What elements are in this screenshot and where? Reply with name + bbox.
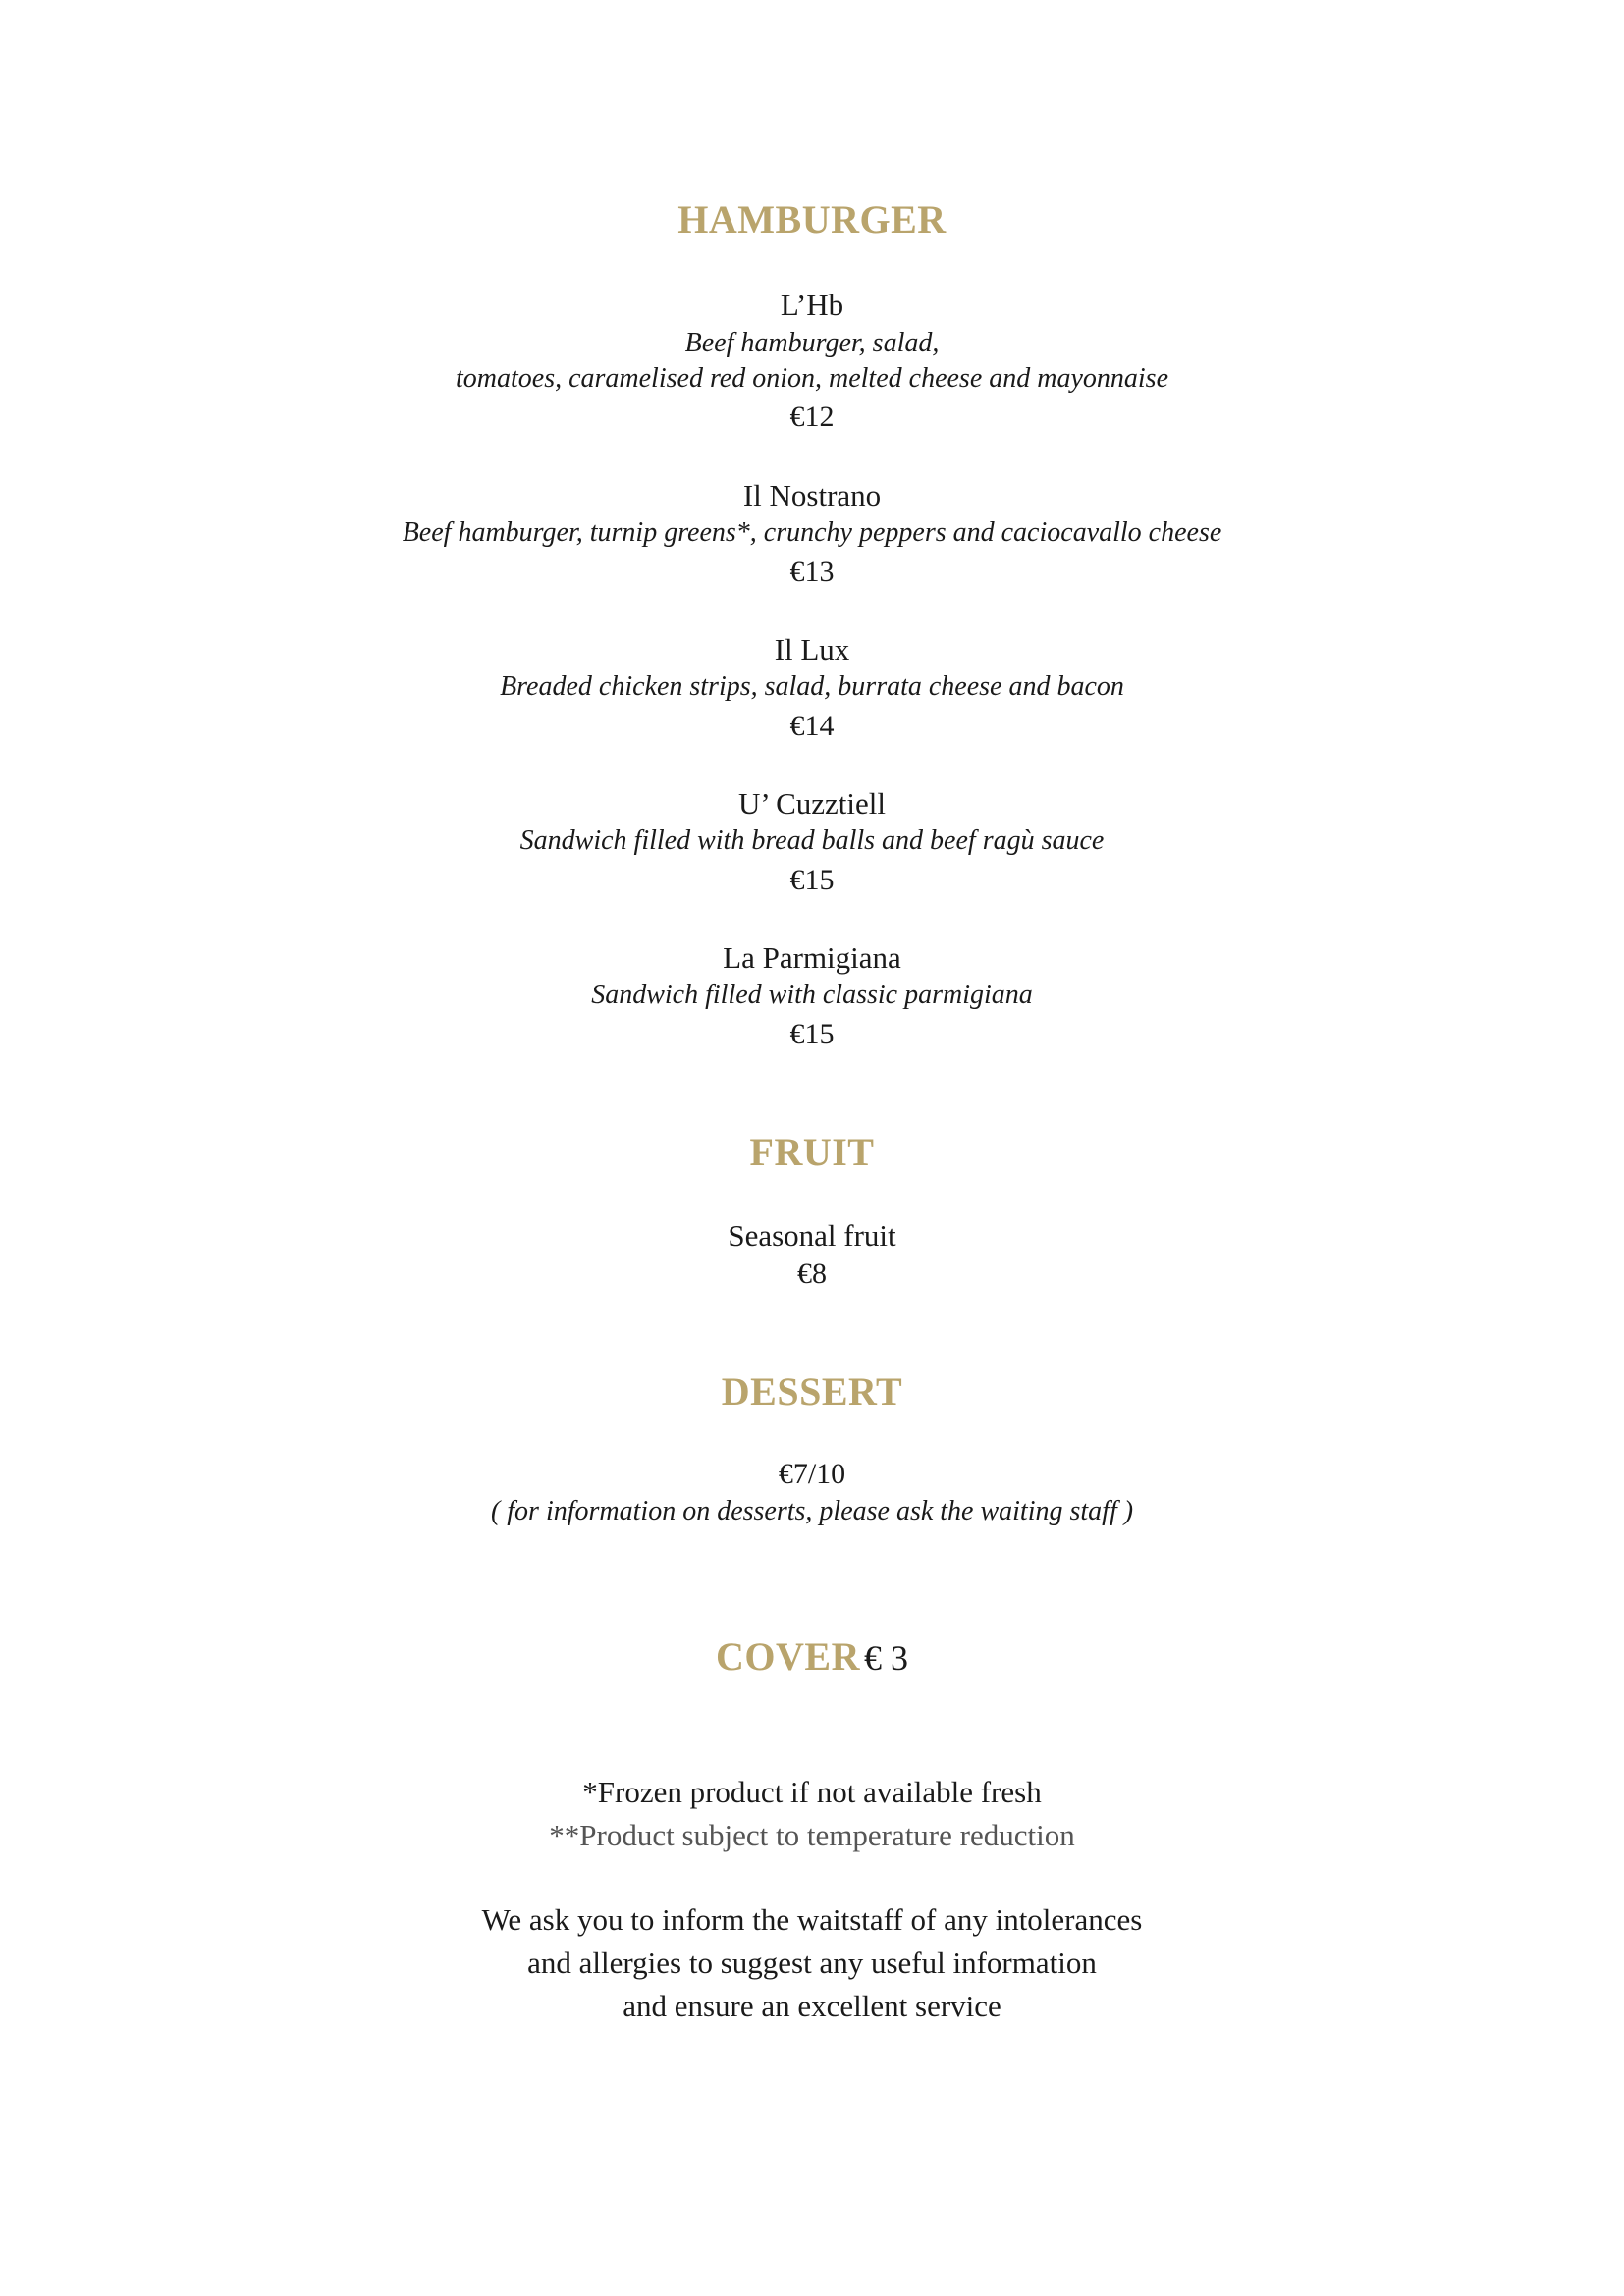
menu-item-price: €14 <box>789 710 835 742</box>
menu-item-price: €13 <box>789 556 835 588</box>
allergy-notice-line: We ask you to inform the waitstaff of any intolerances <box>481 1902 1143 1937</box>
section-title-fruit: FRUIT <box>749 1130 875 1174</box>
menu-item-price: €8 <box>797 1257 827 1290</box>
menu-item-name: La Parmigiana <box>723 940 901 975</box>
dessert-note: ( for information on desserts, please ask the waiting staff ) <box>490 1496 1134 1526</box>
section-title-cover: COVER <box>716 1634 860 1679</box>
menu-item-price: €15 <box>789 1018 835 1050</box>
menu-item-name: Il Lux <box>774 632 850 667</box>
section-title-hamburger: HAMBURGER <box>677 197 947 241</box>
menu-item-description: Beef hamburger, salad, <box>684 328 940 358</box>
menu-item-name: Seasonal fruit <box>728 1218 896 1253</box>
menu-item-description: tomatoes, caramelised red onion, melted cheese and mayonnaise <box>455 363 1169 394</box>
allergy-notice-line: and ensure an excellent service <box>623 1989 1001 2023</box>
footnote-temperature: **Product subject to temperature reduction <box>549 1818 1075 1852</box>
section-title-dessert: DESSERT <box>721 1369 903 1414</box>
allergy-notice-line: and allergies to suggest any useful information <box>527 1946 1097 1980</box>
menu-item-name: L’Hb <box>780 288 844 322</box>
cover-price: € 3 <box>863 1638 908 1678</box>
menu-item-price: €15 <box>789 864 835 896</box>
dessert-price: €7/10 <box>778 1458 846 1490</box>
menu-item-name: Il Nostrano <box>742 478 882 512</box>
menu-item-description: Breaded chicken strips, salad, burrata cheese and bacon <box>500 671 1124 702</box>
footnote-frozen: *Frozen product if not available fresh <box>582 1775 1042 1809</box>
menu-item-description: Beef hamburger, turnip greens*, crunchy peppers and caciocavallo cheese <box>402 517 1222 548</box>
menu-item-name: U’ Cuzztiell <box>737 786 887 821</box>
cover-line <box>0 1633 1624 1680</box>
menu-item-description: Sandwich filled with bread balls and beef ragù sauce <box>519 826 1105 856</box>
menu-item-description: Sandwich filled with classic parmigiana <box>591 980 1033 1010</box>
menu-item-price: €12 <box>789 400 835 433</box>
